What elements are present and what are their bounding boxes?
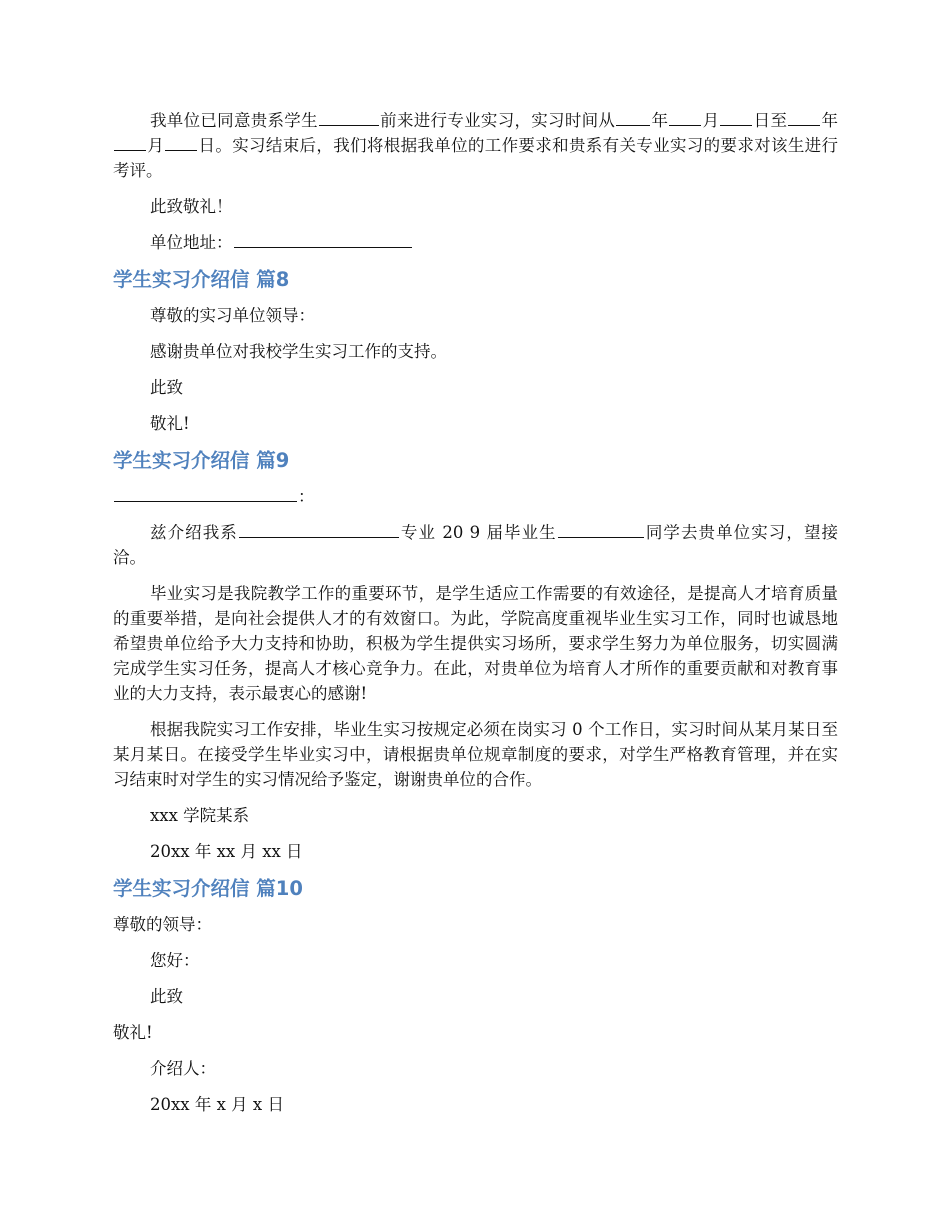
section9-date: 20xx 年 xx 月 xx 日 bbox=[150, 842, 303, 861]
start-day-blank bbox=[720, 108, 752, 126]
section10-salutation: 尊敬的领导： bbox=[113, 915, 212, 934]
end-day-blank bbox=[165, 133, 197, 151]
section9-signature: xxx 学院某系 bbox=[150, 806, 250, 825]
month-label: 月 bbox=[147, 136, 165, 155]
day-to-label: 日至 bbox=[753, 111, 788, 130]
body-text: 前来进行专业实习，实习时间从 bbox=[379, 111, 616, 130]
body-text: 同学去贵单位实习，望接洽。 bbox=[113, 523, 839, 567]
end-month-blank bbox=[114, 133, 146, 151]
body-text: 我单位已同意贵系学生 bbox=[150, 111, 318, 130]
section9-recipient bbox=[113, 484, 838, 509]
section9-para2: 毕业实习是我院教学工作的重要环节，是学生适应工作需要的有效途径，是提高人才培育质量的重要举措，是向社会提供人才的有效窗口。为此，学院高度重视毕业生实习工作，同时也诚恳地希望贵单位给予大力支持和协助，积极为学生提供实习场所，要求学生努力为单位服务，切实圆满完成学生实习任务，提高人才核心竞争力。在此，对贵单位为培育人才所作的重要贡献和对教育事业的大力支持，表示最衷心的感谢! bbox=[113, 584, 838, 703]
student-name-blank bbox=[558, 520, 644, 538]
year-label: 年 bbox=[821, 111, 839, 130]
address-blank bbox=[234, 230, 412, 248]
section9-heading: 学生实习介绍信 篇9 bbox=[113, 449, 290, 472]
start-year-blank bbox=[616, 108, 650, 126]
section9-intro bbox=[113, 520, 838, 570]
section10-closing1: 此致 bbox=[150, 987, 183, 1006]
section8-closing2: 敬礼! bbox=[150, 414, 190, 433]
section8-closing1: 此致 bbox=[150, 378, 183, 397]
month-label: 月 bbox=[702, 111, 720, 130]
recipient-blank bbox=[114, 484, 297, 502]
major-blank bbox=[239, 520, 399, 538]
section9-para3: 根据我院实习工作安排，毕业生实习按规定必须在岗实习 0 个工作日，实习时间从某月某日至某月某日。在接受学生毕业实习中，请根据贵单位规章制度的要求，对学生严格教育管理，并在实习结束时对学生的实习情况给予鉴定，谢谢贵单位的合作。 bbox=[113, 720, 838, 789]
section10-greeting: 您好： bbox=[150, 951, 200, 970]
section8-salutation: 尊敬的实习单位领导： bbox=[150, 306, 315, 325]
section10-introducer: 介绍人： bbox=[150, 1059, 216, 1078]
start-month-blank bbox=[669, 108, 701, 126]
section10-date: 20xx 年 x 月 x 日 bbox=[150, 1095, 284, 1114]
student-name-blank bbox=[319, 108, 379, 126]
section7-address bbox=[113, 230, 838, 255]
address-label: 单位地址： bbox=[150, 233, 233, 252]
body-text: 专业 20 9 届毕业生 bbox=[399, 523, 557, 542]
section10-closing2: 敬礼! bbox=[113, 1023, 153, 1042]
body-text: 日。实习结束后，我们将根据我单位的工作要求和贵系有关专业实习的要求对该生进行考评。 bbox=[113, 136, 839, 180]
body-text: 兹介绍我系 bbox=[150, 523, 238, 542]
section8-heading: 学生实习介绍信 篇8 bbox=[113, 268, 290, 291]
section7-closing: 此致敬礼！ bbox=[150, 197, 233, 216]
year-label: 年 bbox=[651, 111, 669, 130]
document-page bbox=[113, 108, 838, 1128]
section10-heading: 学生实习介绍信 篇10 bbox=[113, 877, 303, 900]
section7-body bbox=[113, 108, 838, 183]
end-year-blank bbox=[788, 108, 820, 126]
section8-body: 感谢贵单位对我校学生实习工作的支持。 bbox=[150, 342, 447, 361]
colon: ： bbox=[298, 487, 315, 506]
